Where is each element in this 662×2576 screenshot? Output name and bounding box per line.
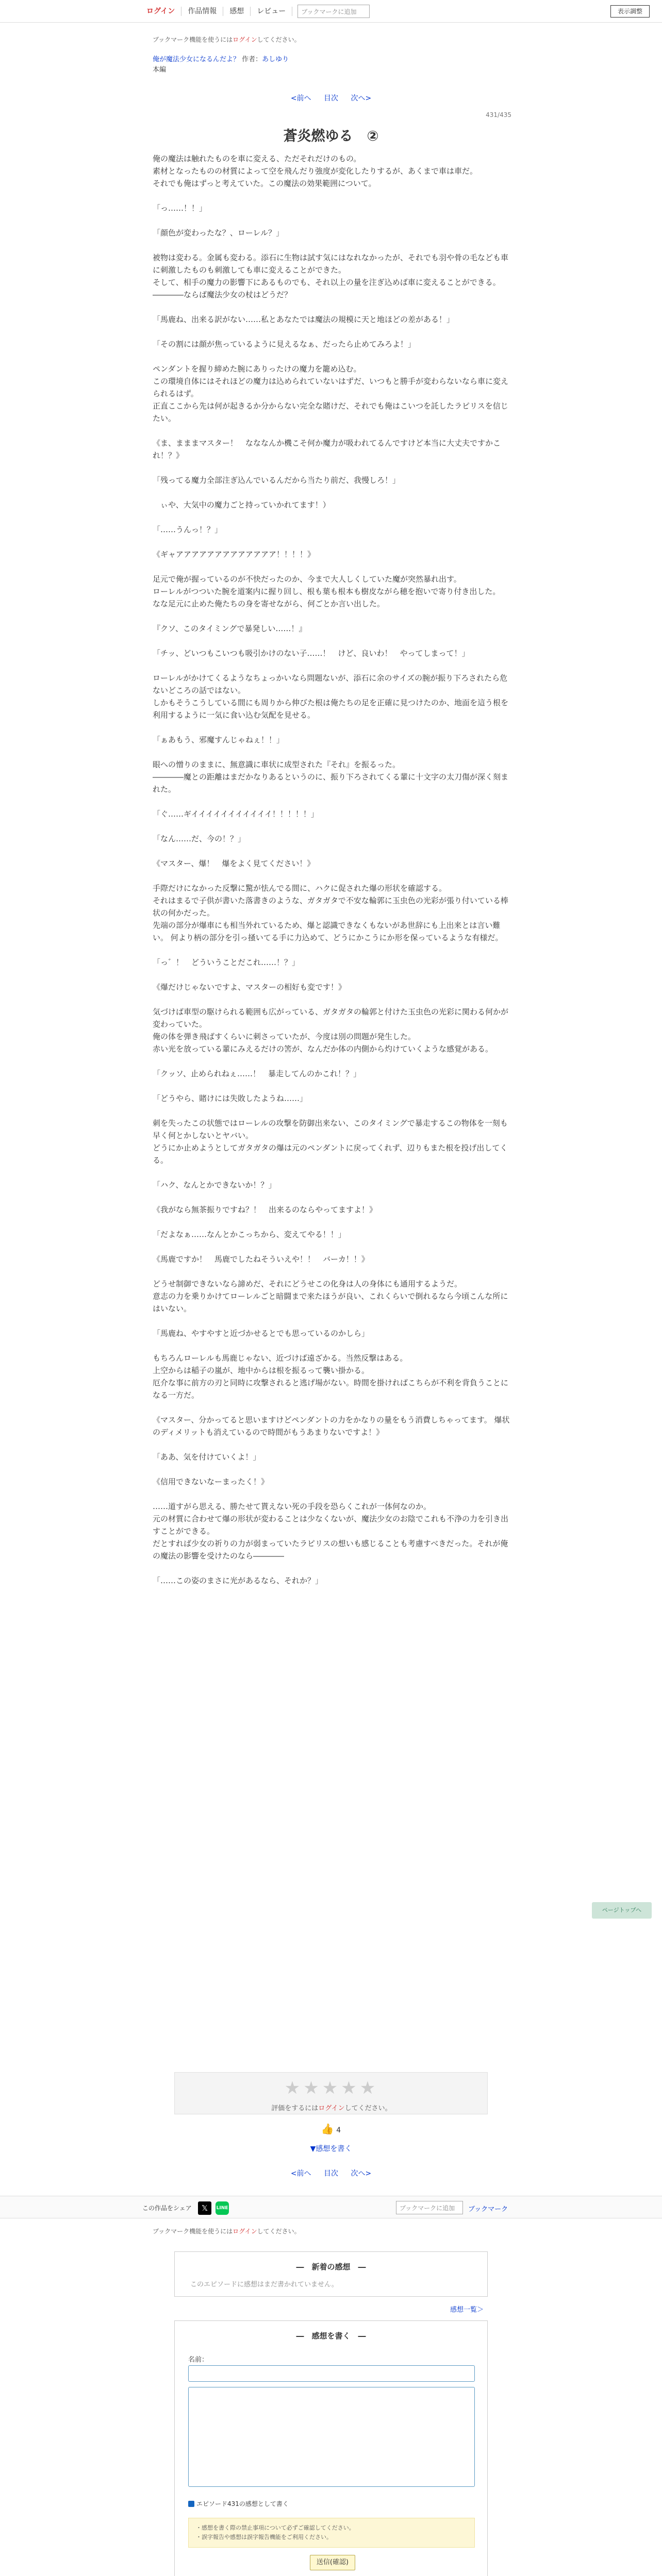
- notice-login-link[interactable]: ログイン: [233, 36, 257, 43]
- review-link[interactable]: レビュー: [251, 7, 292, 16]
- share-bar: [0, 2196, 662, 2218]
- notice-text-after: してください。: [257, 36, 301, 43]
- body-paragraph: 《ギャアアアアアアアアアアアアア！！！！》: [153, 550, 316, 559]
- share-label: この作品をシェア: [142, 2205, 192, 2212]
- rating-stars[interactable]: ★★★★★: [284, 2078, 379, 2098]
- thumbs-up-icon[interactable]: 👍: [321, 2123, 334, 2135]
- body-paragraph: 「ぁあもう、邪魔すんじゃねぇ！！」: [153, 735, 285, 744]
- notice2-text-after: してください。: [257, 2228, 301, 2235]
- body-paragraph: 俺の魔法は触れたものを車に変える、ただそれだけのもの。 素材となったものの材質によって空を飛んだり強度が変化したりするが、あくまで車は車だ。 それでも俺はずっと考えていた。この魔法の効果範囲について。: [153, 154, 478, 188]
- toc-link-bottom[interactable]: 目次: [324, 2170, 338, 2178]
- notice2-login-link[interactable]: ログイン: [233, 2228, 257, 2235]
- body-paragraph: 被物は変わる。金属も変わる。添石に生物は試す気にはなれなかったが、それでも羽や骨の毛なども車に刺激したものも刺激しても車に変えることができた。 そして、相手の魔力の影響下にあるものでも、それ以上の量を注ぎ込めば車に変えることができる。 ――――ならば魔法少女の杖はどうだ？: [153, 253, 509, 299]
- body-paragraph: 「……うんっ！？」: [153, 525, 223, 534]
- section-name: 本編: [153, 66, 167, 74]
- body-paragraph: 《マスター、爆！ 爆をよく見てください！》: [153, 859, 315, 868]
- body-paragraph: 「っ……！！」: [153, 204, 207, 213]
- reviews-list-link[interactable]: 感想一覧＞: [450, 2306, 484, 2314]
- next-link-bottom[interactable]: 次へ>: [351, 2170, 372, 2178]
- episode-title: 蒼炎燃ゆる ②: [283, 128, 379, 144]
- body-paragraph: 「クッソ、止められねぇ……！ 暴走してんのかこれ！？」: [153, 1069, 361, 1078]
- body-paragraph: 《馬鹿ですか！ 馬鹿でしたねそういえや！！ バーカ！！》: [153, 1255, 369, 1264]
- series-title-link[interactable]: 俺が魔法少女になるんだよ？: [153, 56, 240, 63]
- episode-number: 431/435: [486, 111, 511, 118]
- no-reviews-text: このエピソードに感想はまだ書かれていません。: [190, 2281, 338, 2289]
- login-link[interactable]: ログイン: [140, 7, 181, 16]
- body-paragraph: 「……この姿のまさに光があるなら、それか？」: [153, 1576, 323, 1585]
- body-paragraph: 手際だけになかった反撃に驚が怯んでる間に、ハクに促された爆の形状を確認する。 それはまるで子供が書いた落書きのような、ガタガタで不安な輪郭に玉虫色の光彩が張り付いている棒状の何かだった。 先端の部分が爆車にも相当外れているため、爆と認識できなくもないがあ世辞にも上出来とは言い難い。 何より柄の部分を引っ掻いてる手に力込めて、どうにかこうにか形を保っているような有様だ。: [153, 884, 508, 942]
- body-paragraph: 『クソ、このタイミングで暴発しい……！』: [153, 624, 307, 633]
- review-textarea[interactable]: [188, 2387, 475, 2487]
- body-paragraph: ……道すがら思える、勝たせて貰えない死の手段を恐らくこれが一体何なのか。 元の材質に合わせて爆の形状が変わることは少なくないが、魔法少女のお陰でこれも不浄の力を引き出すことができる。 だとすれば少女の祈りの力が弱まっていたラピリスの想いも感じることも考慮すべきだった。それが俺の魔法の影響を受けたのなら――――: [153, 1502, 509, 1561]
- review-note-1: ・感想を書く際の禁止事項について必ずご確認してください。: [196, 2524, 355, 2531]
- next-link[interactable]: 次へ>: [351, 94, 372, 103]
- author-label: 作者：: [242, 56, 262, 63]
- bookmark-link[interactable]: ブックマーク: [468, 2206, 508, 2213]
- body-paragraph: もちろんローレルも馬鹿じゃない、近づけば遠ざかる。当然反撃はある。 上空からは稲子の嵐が、地中からは根を振るって襲い掛かる。 厄介な事に前方の刃と同時に攻撃されると逃げ場がない。時間を掛ければこちらが不利を背負うことになる一方だ。: [153, 1353, 509, 1400]
- rating-note-before: 評価をするには: [271, 2105, 319, 2112]
- name-input[interactable]: [188, 2365, 475, 2382]
- body-paragraph: 気づけば車型の駆けられる範囲も広がっている、ガタガタの輪郭と付けた玉虫色の光彩に関わる何かが変わっていた。 俺の体を弾き飛ばすくらいに刺さっていたが、今度は別の問題が発生した。 赤い光を放っている輩にみえるだけの筈が、なんだか体の内側から灼けていくような感覚がある。: [153, 1007, 509, 1054]
- toc-link[interactable]: 目次: [324, 94, 338, 103]
- submit-button[interactable]: 送信(確認): [310, 2555, 355, 2570]
- new-reviews-box: [174, 2251, 488, 2297]
- like-area: [0, 2123, 662, 2135]
- rating-box: [174, 2072, 488, 2114]
- body-paragraph: 「なん……だ、今の！？」: [153, 834, 246, 843]
- series-info: [153, 55, 289, 75]
- like-count: 4: [336, 2126, 341, 2134]
- notice2-text: ブックマーク機能を使うには: [153, 2228, 233, 2235]
- name-label: 名前：: [188, 2356, 209, 2364]
- body-paragraph: ぃや、大気中の魔力ごと持っていかれてます！）: [153, 500, 330, 510]
- review-notes: [188, 2518, 475, 2548]
- body-paragraph: ローレルがかけてくるようなちょっかいなら問題ないが、添石に余のサイズの腕が振り下ろされたら危ないどころの話ではない。 しかもそうこうしている間にも周りから伸びた根は俺たちの足を正確に見つけたのか、地面を這う根を利用するように一気に食い込む気配を見せる。: [153, 673, 509, 720]
- impressions-link[interactable]: 感想: [223, 7, 251, 16]
- display-settings-button[interactable]: 表示調整: [610, 5, 650, 18]
- body-paragraph: 「だよなぁ……なんとかこっちから、変えてやる！！」: [153, 1230, 346, 1239]
- top-bar: [0, 0, 662, 23]
- body-paragraph: 「っ゛！ どういうことだこれ……！？」: [153, 958, 300, 967]
- pager-top: [0, 93, 662, 103]
- body-paragraph: 《信用できないなーまったく！》: [153, 1477, 269, 1486]
- body-paragraph: 《ま、まままマスター！ なななんか機こそ何か魔力が吸われてるんですけど本当に大丈夫ですかこれ！？》: [153, 438, 501, 460]
- review-note-2: ・誤字報告や感想は誤字報告機能をご利用ください。: [196, 2534, 332, 2540]
- prev-link-bottom[interactable]: <前へ: [290, 2170, 311, 2178]
- episode-review-checkbox[interactable]: [188, 2499, 289, 2508]
- review-form-title: ― 感想を書く ―: [296, 2331, 366, 2341]
- body-paragraph: 「顔色が変わったな？、ローレル？」: [153, 228, 284, 238]
- body-paragraph: 「どうやら、賭けには失敗したようね……」: [153, 1094, 308, 1103]
- body-paragraph: ペンダントを握り締めた腕にありったけの魔力を籠め込む。 この環境自体にはそれほどの魔力は込められていないはずだ、いつもと勝手が変わらないなら車に変えられるはず。 正直ここから先は何が起きるか分からない完全な賭けだ、それでも俺はこいつを託したラピリスを信じたい。: [153, 364, 509, 423]
- notice-text: ブックマーク機能を使うには: [153, 36, 233, 43]
- body-paragraph: 《爆だけじゃないですよ、マスターの相好も変です！》: [153, 982, 346, 992]
- body-paragraph: 眼への憎りのままに、無意識に車状に成型された『それ』を振るった。 ――――魔との距離はまだかなりあるというのに、振り下ろされてくる輩に十文字の太刀傷が深く刻まれた。: [153, 760, 509, 794]
- body-paragraph: 「ぐ……ギイイイイイイイイイイイ！！！！！」: [153, 809, 319, 819]
- pager-bottom: [0, 2168, 662, 2178]
- body-paragraph: 「馬鹿ね、やすやすと近づかせるとでも思っているのかしら」: [153, 1329, 370, 1338]
- write-review-link[interactable]: ▼感想を書く: [310, 2145, 352, 2153]
- prev-link[interactable]: <前へ: [290, 94, 311, 103]
- line-share-icon[interactable]: LINE: [216, 2201, 229, 2215]
- rating-note-after: してください。: [344, 2105, 392, 2112]
- body-paragraph: 「チッ、どいつもこいつも吸引かけのない子……！ けど、良いわ！ やってしまって！」: [153, 649, 470, 658]
- body-paragraph: 「馬鹿ね、出来る訳がない……私とあなたでは魔法の規模に天と地ほどの差がある！」: [153, 315, 455, 324]
- author-link[interactable]: あしゆり: [262, 56, 289, 63]
- body-paragraph: 刺を失ったこの状態ではローレルの攻撃を防御出来ない、このタイミングで暴走するこの物体を一刻も早く何とかしないとヤバい。 どうにか止めようとしてガタガタの爆は元のペンダントに戻ってくれず、辺りもまた根を投げ出してくる。: [153, 1118, 508, 1165]
- checkbox-icon[interactable]: [188, 2501, 194, 2507]
- body-paragraph: 《我がなら無茶振りですね？！ 出来るのならやってますよ！》: [153, 1205, 377, 1214]
- body-paragraph: 「残ってる魔力全部注ぎ込んでいるんだから当たり前だ、我慢しろ！」: [153, 476, 401, 485]
- body-paragraph: 《マスター、分かってると思いますけどペンダントの力をかなりの量をもう消費しちゃってます。 爆状のディメリットも消えているので時間がもうあまりないですよ！》: [153, 1415, 510, 1437]
- page-top-button[interactable]: ページトップへ: [592, 1902, 652, 1919]
- rating-login-link[interactable]: ログイン: [318, 2105, 345, 2112]
- checkbox-label: エピソード431の感想として書く: [196, 2500, 289, 2507]
- body-paragraph: どうせ制御できないなら諦めだ、それにどうせこの化身は人の身体にも通用するようだ。 意志の力を乗りかけてローレルごと暗闘まで来たほうが良い、これくらいで倒れるなら今頃こんな所にはいない。: [153, 1279, 508, 1313]
- bookmark-notice-bottom: [153, 2227, 301, 2235]
- body-paragraph: 足元で俺が握っているのが不快だったのか、今まで大人しくしていた魔が突然暴れ出す。 ローレルがつついた腕を道案内に握り回し、根も葉も根本も樹皮ながら穂を抱いで寄り付き出した。 なな足元に止めた俺たちの身を寄せながら、何ごとか言い出した。: [153, 574, 501, 608]
- bookmark-add-box-bottom[interactable]: ブックマークに追加: [396, 2201, 463, 2214]
- new-reviews-title: ― 新着の感想 ―: [296, 2262, 366, 2272]
- body-paragraph: 「その割には顔が焦っているように見えるなぁ、だったら止めてみろよ！」: [153, 340, 416, 349]
- top-nav: [140, 0, 370, 23]
- rating-note: [175, 2103, 488, 2112]
- body-paragraph: 「ああ、気を付けていくよ！」: [153, 1452, 261, 1462]
- review-form: [174, 2320, 488, 2576]
- bookmark-notice: [153, 35, 301, 44]
- bookmark-add-box[interactable]: ブックマークに追加: [297, 5, 370, 18]
- works-info-link[interactable]: 作品情報: [181, 7, 223, 16]
- x-share-icon[interactable]: 𝕏: [198, 2201, 211, 2215]
- body-paragraph: 「ハク、なんとかできないか！？」: [153, 1180, 276, 1190]
